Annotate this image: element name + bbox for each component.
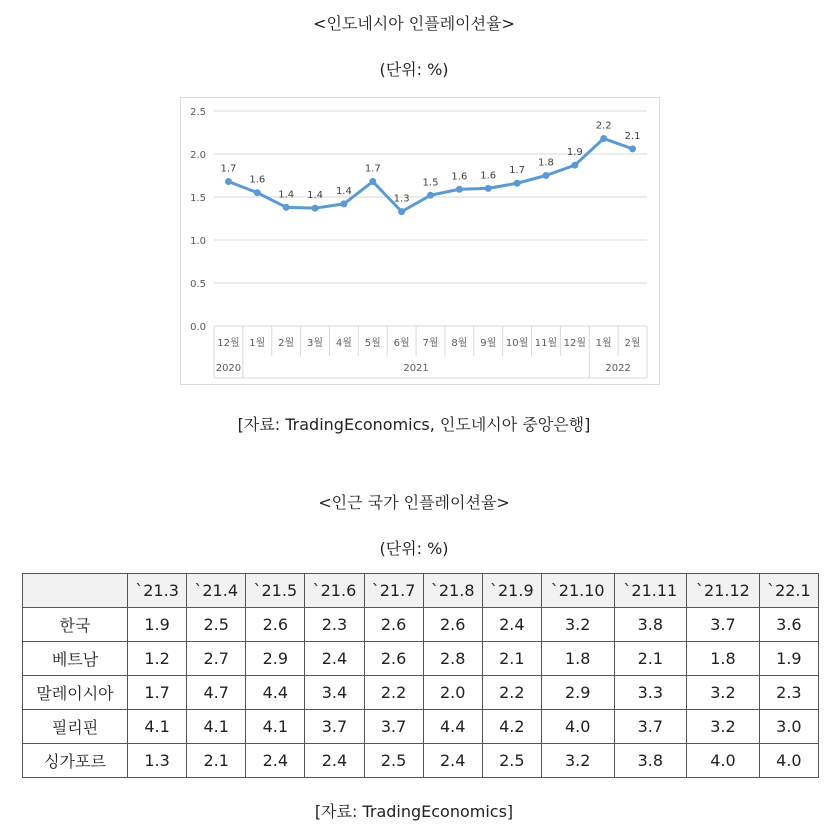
value-cell: 2.8 xyxy=(423,642,482,676)
column-header: `21.9 xyxy=(482,574,541,608)
x-tick-label: 12월 xyxy=(217,338,240,349)
data-point xyxy=(600,135,607,142)
value-cell: 4.2 xyxy=(482,710,541,744)
value-cell: 3.2 xyxy=(687,676,760,710)
value-cell: 2.4 xyxy=(482,608,541,642)
y-tick-label: 0.5 xyxy=(190,279,206,290)
data-label: 2.1 xyxy=(624,130,641,142)
data-label: 2.2 xyxy=(595,120,612,132)
data-point xyxy=(254,189,261,196)
column-header: `21.7 xyxy=(364,574,423,608)
value-cell: 4.0 xyxy=(687,744,760,778)
value-cell: 3.8 xyxy=(614,744,687,778)
data-label: 1.6 xyxy=(451,171,468,183)
table-row xyxy=(23,744,819,778)
value-cell: 4.1 xyxy=(187,710,246,744)
value-cell: 2.2 xyxy=(482,676,541,710)
value-cell: 3.7 xyxy=(364,710,423,744)
corner-cell xyxy=(23,574,128,608)
column-header: `21.6 xyxy=(305,574,364,608)
value-cell: 2.3 xyxy=(305,608,364,642)
data-point xyxy=(283,204,290,211)
value-cell: 3.2 xyxy=(541,608,614,642)
table-row xyxy=(23,710,819,744)
value-cell: 1.8 xyxy=(687,642,760,676)
column-header: `21.8 xyxy=(423,574,482,608)
x-tick-label: 1월 xyxy=(249,338,266,349)
chart-title: <인도네시아 인플레이션율> xyxy=(313,14,515,33)
data-label: 1.4 xyxy=(335,185,352,197)
value-cell: 2.6 xyxy=(364,642,423,676)
data-point xyxy=(456,186,463,193)
x-tick-label: 2월 xyxy=(278,338,295,349)
y-tick-label: 0.0 xyxy=(190,322,206,333)
x-tick-label: 5월 xyxy=(364,338,381,349)
country-cell: 한국 xyxy=(23,608,128,642)
table-body xyxy=(23,608,819,778)
column-header: `21.11 xyxy=(614,574,687,608)
column-header: `21.3 xyxy=(128,574,187,608)
value-cell: 3.7 xyxy=(687,608,760,642)
data-label: 1.4 xyxy=(307,190,323,202)
value-cell: 1.2 xyxy=(128,642,187,676)
year-label: 2021 xyxy=(403,363,429,374)
column-header: `21.10 xyxy=(541,574,614,608)
value-cell: 2.2 xyxy=(364,676,423,710)
x-tick-label: 10월 xyxy=(505,338,529,349)
value-cell: 3.6 xyxy=(759,608,818,642)
x-tick-label: 11월 xyxy=(534,338,558,349)
value-cell: 2.5 xyxy=(187,608,246,642)
data-point xyxy=(340,200,347,207)
value-cell: 1.9 xyxy=(128,608,187,642)
value-cell: 4.0 xyxy=(759,744,818,778)
value-cell: 2.6 xyxy=(364,608,423,642)
value-cell: 3.4 xyxy=(305,676,364,710)
column-header: `21.12 xyxy=(687,574,760,608)
country-cell: 말레이시아 xyxy=(23,676,128,710)
value-cell: 1.3 xyxy=(128,744,187,778)
value-cell: 3.7 xyxy=(305,710,364,744)
value-cell: 2.6 xyxy=(423,608,482,642)
line-chart xyxy=(181,98,661,386)
data-label: 1.3 xyxy=(393,193,410,205)
value-cell: 2.4 xyxy=(305,642,364,676)
value-cell: 3.8 xyxy=(614,608,687,642)
data-point xyxy=(514,180,521,187)
y-tick-label: 1.5 xyxy=(190,193,206,204)
value-cell: 2.0 xyxy=(423,676,482,710)
country-cell: 싱가포르 xyxy=(23,744,128,778)
value-cell: 4.1 xyxy=(128,710,187,744)
value-cell: 3.2 xyxy=(687,710,760,744)
data-point xyxy=(571,162,578,169)
x-tick-label: 1월 xyxy=(595,338,612,349)
x-tick-label: 4월 xyxy=(335,338,352,349)
value-cell: 4.0 xyxy=(541,710,614,744)
table-source: [자료: TradingEconomics] xyxy=(314,802,514,821)
table-title: <인근 국가 인플레이션율> xyxy=(318,493,510,512)
table-unit: (단위: %) xyxy=(379,539,449,558)
value-cell: 2.9 xyxy=(246,642,305,676)
value-cell: 1.9 xyxy=(759,642,818,676)
value-cell: 2.6 xyxy=(246,608,305,642)
data-point xyxy=(542,172,549,179)
x-tick-label: 8월 xyxy=(451,338,468,349)
table-row xyxy=(23,608,819,642)
data-label: 1.7 xyxy=(364,163,381,175)
table-row xyxy=(23,642,819,676)
value-cell: 3.3 xyxy=(614,676,687,710)
value-cell: 2.9 xyxy=(541,676,614,710)
country-cell: 베트남 xyxy=(23,642,128,676)
x-tick-label: 9월 xyxy=(480,338,497,349)
y-tick-label: 2.0 xyxy=(190,150,206,161)
data-label: 1.9 xyxy=(566,147,583,159)
y-tick-label: 2.5 xyxy=(190,107,206,118)
column-header: `21.5 xyxy=(246,574,305,608)
data-label: 1.6 xyxy=(249,174,266,186)
data-label: 1.5 xyxy=(422,177,439,189)
value-cell: 1.8 xyxy=(541,642,614,676)
chart-container xyxy=(180,97,660,385)
data-point xyxy=(369,178,376,185)
column-header: `21.4 xyxy=(187,574,246,608)
value-cell: 3.0 xyxy=(759,710,818,744)
data-label: 1.7 xyxy=(220,163,237,175)
data-label: 1.4 xyxy=(278,189,295,201)
data-point xyxy=(629,145,636,152)
data-point xyxy=(485,185,492,192)
y-tick-label: 1.0 xyxy=(190,236,206,247)
value-cell: 2.1 xyxy=(614,642,687,676)
x-tick-label: 3월 xyxy=(307,338,324,349)
value-cell: 1.7 xyxy=(128,676,187,710)
data-point xyxy=(398,208,405,215)
year-label: 2022 xyxy=(605,363,631,374)
table-row xyxy=(23,676,819,710)
chart-unit: (단위: %) xyxy=(379,60,449,79)
value-cell: 2.5 xyxy=(482,744,541,778)
table-header-row xyxy=(23,574,819,608)
value-cell: 2.4 xyxy=(305,744,364,778)
x-tick-label: 12월 xyxy=(563,338,587,349)
x-tick-label: 6월 xyxy=(393,338,410,349)
value-cell: 2.1 xyxy=(187,744,246,778)
inflation-table xyxy=(22,573,819,778)
x-tick-label: 2월 xyxy=(624,338,641,349)
data-label: 1.8 xyxy=(538,157,554,169)
value-cell: 4.4 xyxy=(423,710,482,744)
value-cell: 3.7 xyxy=(614,710,687,744)
value-cell: 4.7 xyxy=(187,676,246,710)
value-cell: 4.1 xyxy=(246,710,305,744)
data-point xyxy=(427,192,434,199)
data-point xyxy=(312,205,319,212)
value-cell: 2.5 xyxy=(364,744,423,778)
country-cell: 필리핀 xyxy=(23,710,128,744)
x-tick-label: 7월 xyxy=(422,338,439,349)
value-cell: 2.4 xyxy=(246,744,305,778)
value-cell: 2.7 xyxy=(187,642,246,676)
value-cell: 2.1 xyxy=(482,642,541,676)
data-label: 1.6 xyxy=(480,170,497,182)
year-label: 2020 xyxy=(215,363,242,374)
value-cell: 4.4 xyxy=(246,676,305,710)
value-cell: 2.3 xyxy=(759,676,818,710)
data-label: 1.7 xyxy=(509,165,526,177)
chart-source: [자료: TradingEconomics, 인도네시아 중앙은행] xyxy=(237,415,591,434)
value-cell: 2.4 xyxy=(423,744,482,778)
value-cell: 3.2 xyxy=(541,744,614,778)
data-point xyxy=(225,178,232,185)
column-header: `22.1 xyxy=(759,574,818,608)
